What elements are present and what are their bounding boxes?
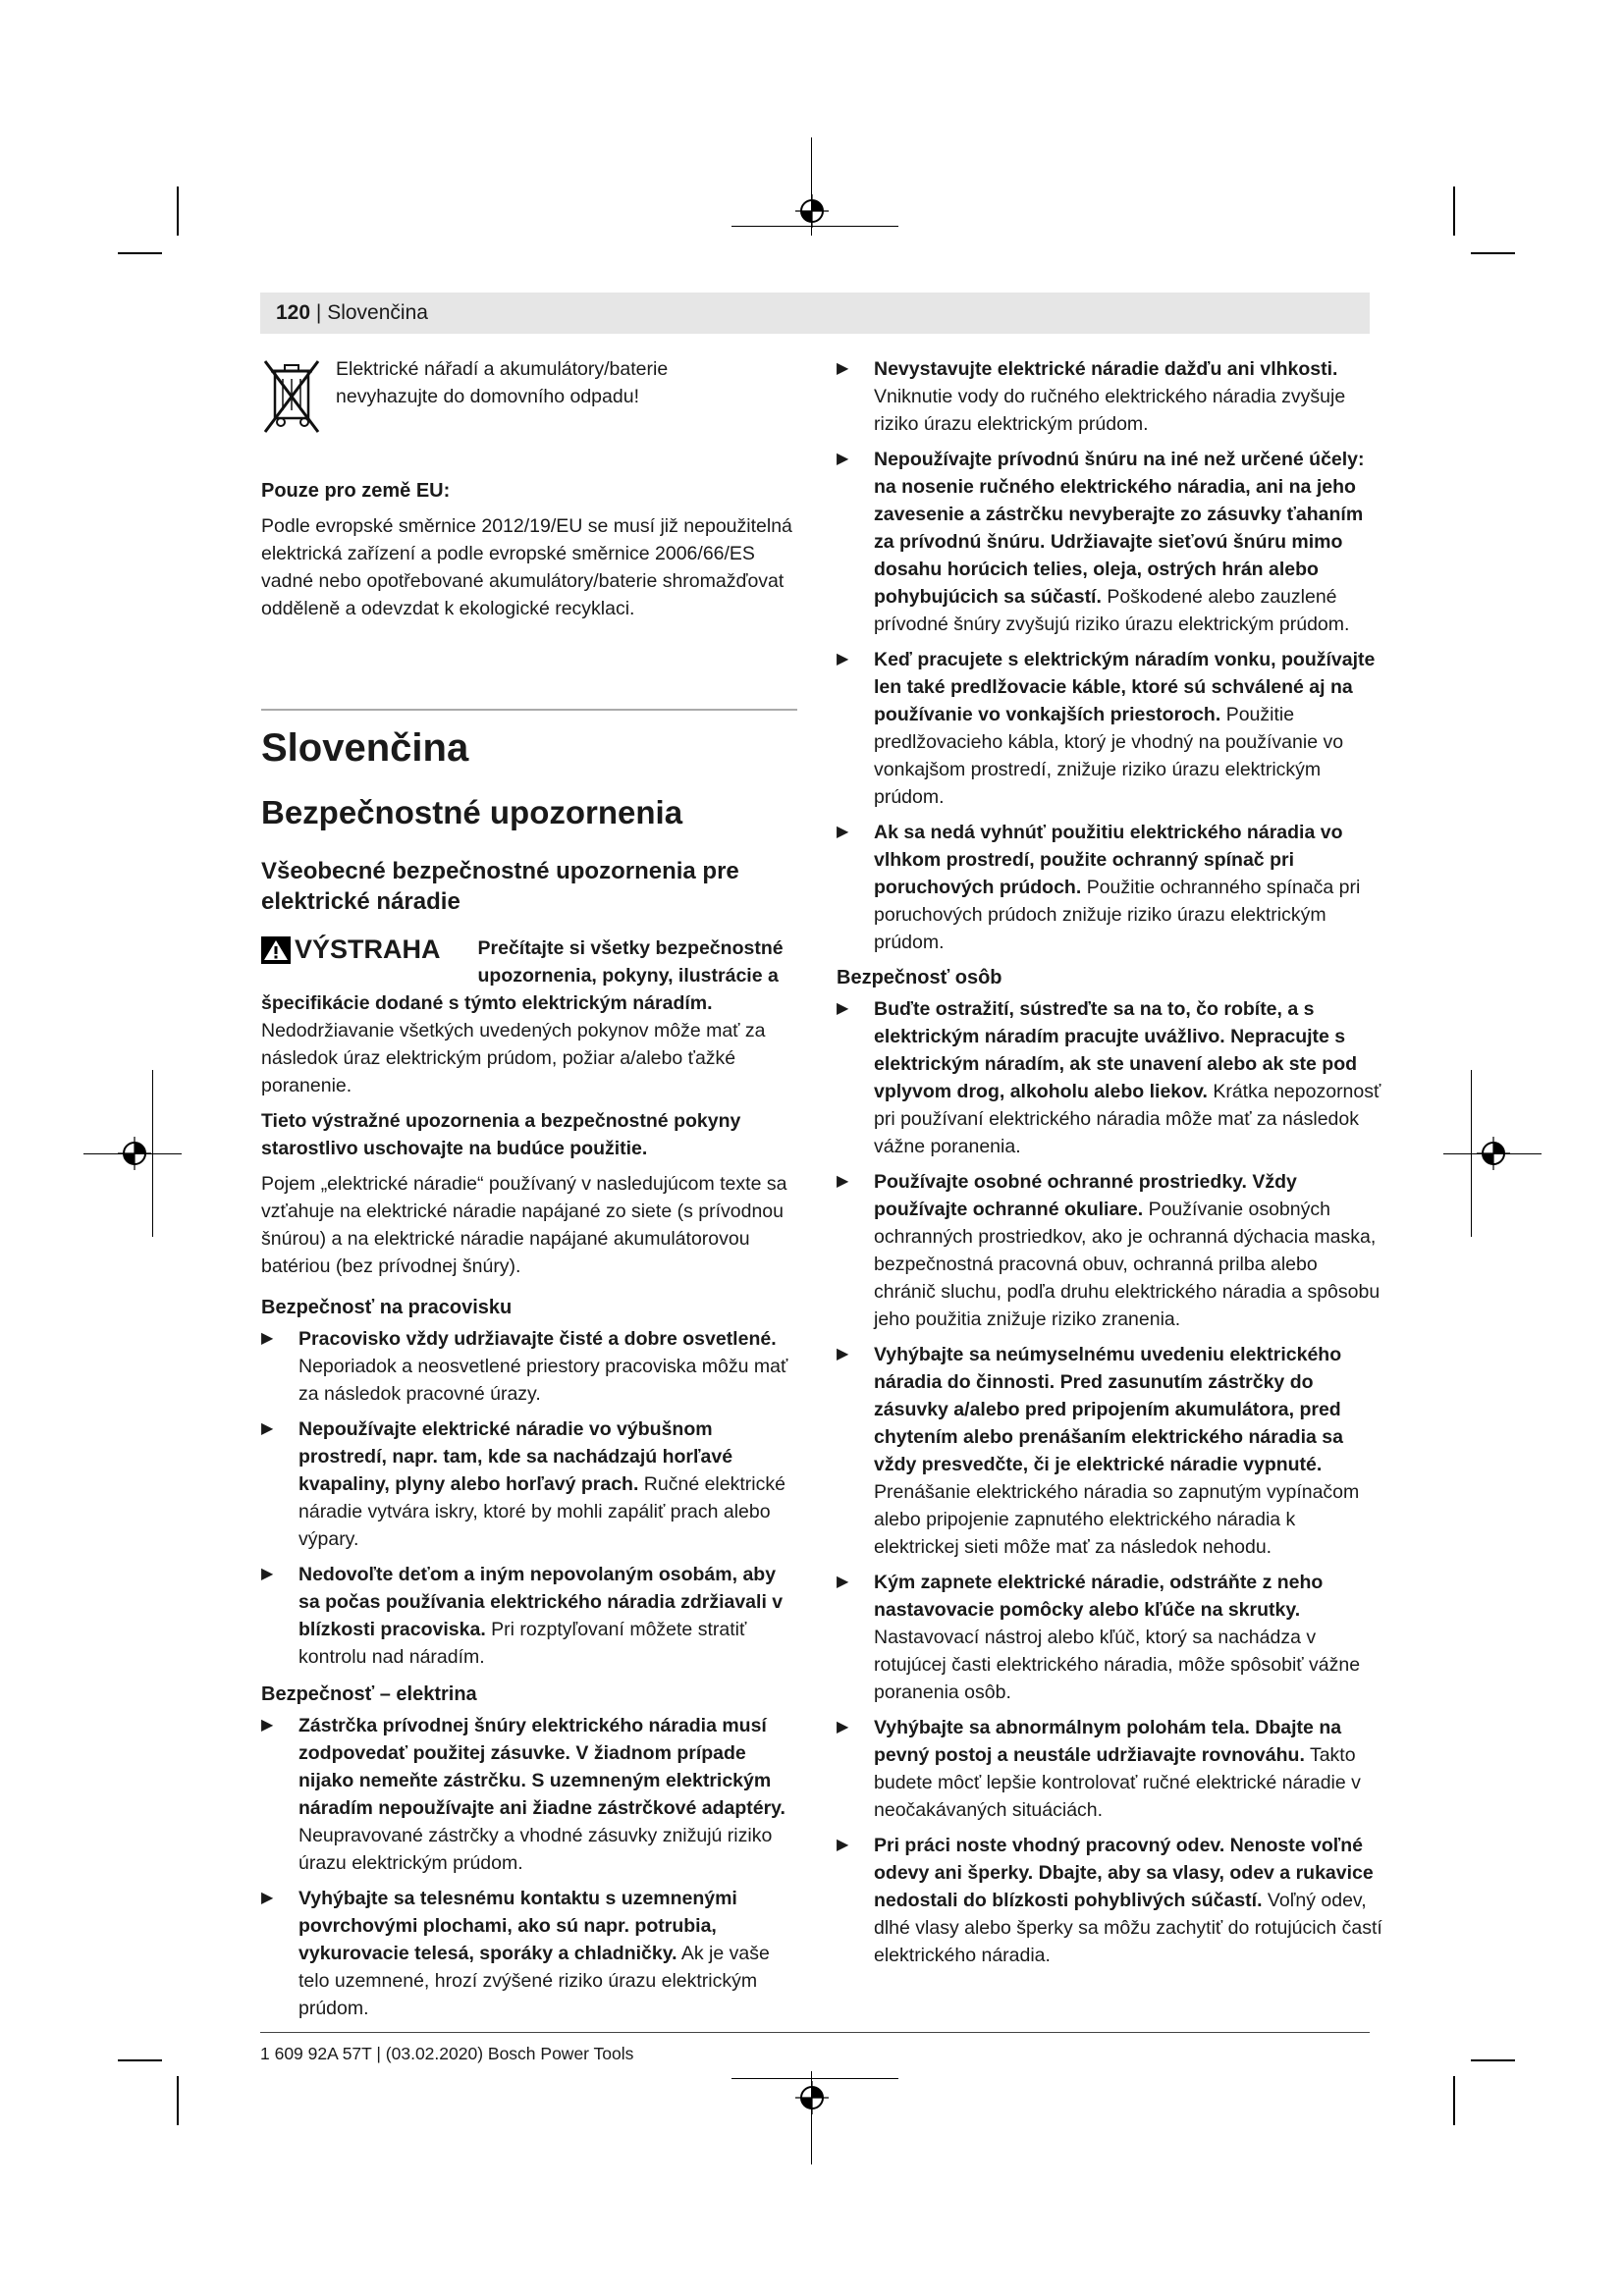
list-item: [261, 1561, 797, 1671]
crop-mark-br-h: [1471, 2059, 1515, 2061]
page-title: Slovenčina: [261, 726, 469, 770]
subsection-title: Všeobecné bezpečnostné upozornenia pre elektrické náradie: [261, 858, 739, 915]
item-text: Vniknutie vody do ručného elektrického náradia zvyšuje riziko úrazu elektrickým prúdom.: [874, 386, 1346, 435]
item-bold: Buďte ostražití, sústreďte sa na to, čo robíte, a s elektrickým náradím pracujte uvážlivo. Nepracujte s elektrickým náradím, ak ste unavení alebo ak ste pod vplyvom drog, alkoholu alebo liekov.: [874, 998, 1358, 1102]
electric-heading: Bezpečnosť – elektrina: [261, 1683, 477, 1705]
bullet-arrow-icon: ▶: [261, 1330, 274, 1347]
item-bold: Pri práci noste vhodný pracovný odev. Nenoste voľné odevy ani šperky. Dbajte, aby sa vlasy, odev a rukavice nedostali do blízkosti pohyblivých súčastí.: [874, 1835, 1374, 1911]
item-text: Nastavovací nástroj alebo kľúč, ktorý sa nachádza v rotujúcej časti elektrického náradia, môže spôsobiť vážne poranenia osôb.: [874, 1627, 1361, 1703]
reg-line-left-h: [83, 1153, 182, 1154]
footer-rule: [260, 2032, 1370, 2033]
item-bold: Nevystavujte elektrické náradie dažďu ani vlhkosti.: [874, 358, 1338, 380]
reg-line-bottom: [811, 2071, 812, 2164]
item-bold: Používajte osobné ochranné prostriedky. Vždy používajte ochranné okuliare.: [874, 1171, 1297, 1220]
warning-block: [261, 934, 797, 1099]
bullet-arrow-icon: ▶: [261, 1566, 274, 1582]
item-bold: Zástrčka prívodnej šnúry elektrického náradia musí zodpovedať použitej zásuvke. V žiadnom prípade nijako nemeňte zástrčku. S uzemneným elektrickým náradím nepoužívajte ani žiadne zástrčkové adaptéry.: [298, 1715, 785, 1819]
item-text: Použitie ochranného spínača pri poruchových prúdoch znižuje riziko úrazu elektrickým prúdom.: [874, 877, 1361, 953]
item-bold: Kým zapnete elektrické náradie, odstráňte z neho nastavovacie pomôcky alebo kľúče na skrutky.: [874, 1572, 1324, 1621]
item-text: Používanie osobných ochranných prostriedkov, ako je ochranná dýchacia maska, bezpečnostná pracovná obuv, ochranná prilba alebo chránič sluchu, podľa druhu elektrického náradia a spôsobu jeho použitia znižuje riziko zranenia.: [874, 1199, 1380, 1330]
bullet-arrow-icon: ▶: [837, 1837, 849, 1853]
item-text: Voľný odev, dlhé vlasy alebo šperky sa môžu zachytiť do rotujúcich častí elektrického náradia.: [874, 1890, 1382, 1966]
section-title: Bezpečnostné upozornenia: [261, 794, 683, 830]
electric-list-continued: [837, 355, 1382, 956]
item-text: Krátka nepozornosť pri používaní elektrického náradia môže mať za následok vážne poranenia.: [874, 1081, 1381, 1157]
item-text: Neupravované zástrčky a vhodné zásuvky znižujú riziko úrazu elektrickým prúdom.: [298, 1825, 773, 1874]
crop-mark-bl-v: [177, 2076, 179, 2125]
item-text: Pri rozptyľovaní môžete stratiť kontrolu nad náradím.: [298, 1619, 747, 1668]
crop-mark-bl-h: [118, 2059, 162, 2061]
item-text: Neporiadok a neosvetlené priestory pracoviska môžu mať za následok pracovné úrazy.: [298, 1356, 788, 1405]
list-item: [261, 1325, 797, 1408]
personal-list: [837, 995, 1382, 1969]
eu-heading: Pouze pro země EU:: [261, 480, 451, 502]
crop-mark-tr-v: [1453, 187, 1455, 236]
item-text: Použitie predlžovacieho kábla, ktorý je vhodný na používanie vo vonkajšom prostredí, znižuje riziko úrazu elektrickým prúdom.: [874, 704, 1344, 808]
list-item: [837, 995, 1382, 1160]
header-language: Slovenčina: [327, 301, 428, 324]
reg-line-bottom-h: [731, 2078, 898, 2079]
eu-text: Podle evropské směrnice 2012/19/EU se musí již nepoužitelná elektrická zařízení a podle evropské směrnice 2006/66/ES vadné nebo opotřebované akumulátory/baterie shromažďovat odděleně a odevzdat k ekologické recyklaci.: [261, 515, 792, 619]
warning-label-text: VÝSTRAHA: [295, 934, 441, 964]
item-bold: Nepoužívajte elektrické náradie vo výbušnom prostredí, napr. tam, kde sa nachádzajú horľavé kvapaliny, plyny alebo horľavý prach.: [298, 1418, 733, 1495]
item-text: Poškodené alebo zauzlené prívodné šnúry zvyšujú riziko úrazu elektrickým prúdom.: [874, 586, 1350, 635]
list-item: [837, 1341, 1382, 1561]
item-bold: Vyhýbajte sa neúmyselnému uvedeniu elektrického náradia do činnosti. Pred zasunutím zástrčky do zásuvky a/alebo pred pripojením akumulátora, pred chytením alebo prenášaním elektrického náradia sa vždy presvedčte, či je elektrické náradie vypnuté.: [874, 1344, 1343, 1475]
list-item: [837, 355, 1382, 438]
bullet-arrow-icon: ▶: [837, 360, 849, 377]
bullet-arrow-icon: ▶: [837, 1719, 849, 1735]
crop-mark-tl-v: [177, 187, 179, 236]
bullet-arrow-icon: ▶: [837, 651, 849, 667]
item-bold: Nedovoľte deťom a iným nepovolaným osobám, aby sa počas používania elektrického náradia zdržiavali v blízkosti pracoviska.: [298, 1564, 784, 1640]
item-text: Ručné elektrické náradie vytvára iskry, ktoré by mohli zapáliť prach alebo výpary.: [298, 1473, 785, 1550]
list-item: [261, 1712, 797, 1877]
bullet-arrow-icon: ▶: [837, 1346, 849, 1362]
crossed-bin-icon: [261, 357, 322, 438]
list-item: [837, 1832, 1382, 1969]
item-bold: Ak sa nedá vyhnúť použitiu elektrického náradia vo vlhkom prostredí, použite ochranný spínač pri poruchových prúdoch.: [874, 822, 1343, 898]
reg-line-top-h: [731, 226, 898, 227]
page-number: 120: [276, 301, 311, 324]
header-separator: |: [315, 301, 322, 324]
warning-label: [261, 934, 441, 965]
list-item: [837, 1569, 1382, 1706]
warning-text: Nedodržiavanie všetkých uvedených pokynov môže mať za následok úraz elektrickým prúdom, požiar a/alebo ťažké poranenie.: [261, 1020, 766, 1096]
workplace-heading: Bezpečnosť na pracovisku: [261, 1297, 513, 1318]
reg-line-right-h: [1443, 1153, 1542, 1154]
item-text: Ak je vaše telo uzemnené, hrozí zvýšené riziko úrazu elektrickým prúdom.: [298, 1943, 770, 2019]
crop-mark-br-v: [1453, 2076, 1455, 2125]
crop-mark-tl-h: [118, 252, 162, 254]
list-item: [837, 646, 1382, 811]
item-bold: Keď pracujete s elektrickým náradím vonku, používajte len také predlžovacie káble, ktoré sú schválené aj na používanie vo vonkajších priestoroch.: [874, 649, 1376, 725]
list-item: [837, 819, 1382, 956]
list-item: [261, 1885, 797, 2022]
bullet-arrow-icon: ▶: [261, 1420, 274, 1437]
item-bold: Nepoužívajte prívodnú šnúru na iné než určené účely: na nosenie ručného elektrického náradia, ani na jeho zavesenie a zástrčku nevyberajte zo zásuvky ťahaním za prívodnú šnúru. Udržiavajte sieťovú šnúru mimo dosahu horúcich telies, oleja, ostrých hrán alebo pohybujúcich sa súčastí.: [874, 449, 1365, 608]
bullet-arrow-icon: ▶: [837, 1000, 849, 1017]
item-bold: Vyhýbajte sa telesnému kontaktu s uzemnenými povrchovými plochami, ako sú napr. potrubia, vykurovacie telesá, sporáky a chladničky.: [298, 1888, 737, 1964]
list-item: [837, 446, 1382, 638]
right-column: [837, 355, 1382, 1977]
reg-line-top: [811, 137, 812, 236]
list-item: [837, 1714, 1382, 1824]
bullet-arrow-icon: ▶: [837, 824, 849, 840]
item-text: Prenášanie elektrického náradia so zapnutým vypínačom alebo pripojenie zapnutého elektrického náradia k elektrickej sieti môže mať za následok nehodu.: [874, 1481, 1360, 1558]
item-text: Takto budete môcť lepšie kontrolovať ručné elektrické náradie v neočakávaných situáciách.: [874, 1744, 1361, 1821]
item-bold: Vyhýbajte sa abnormálnym polohám tela. Dbajte na pevný postoj a neustále udržiavajte rovnováhu.: [874, 1717, 1342, 1766]
bullet-arrow-icon: ▶: [837, 1173, 849, 1190]
crop-mark-tr-h: [1471, 252, 1515, 254]
workplace-list: [261, 1325, 797, 1671]
left-column: [261, 355, 797, 2030]
bullet-arrow-icon: ▶: [261, 1717, 274, 1734]
item-bold: Pracovisko vždy udržiavajte čisté a dobre osvetlené.: [298, 1328, 777, 1350]
keep-instructions: Tieto výstražné upozornenia a bezpečnostné pokyny starostlivo uschovajte na budúce použitie.: [261, 1110, 741, 1159]
weee-text: Elektrické nářadí a akumulátory/baterie nevyhazujte do domovního odpadu!: [336, 358, 669, 407]
footer-text: 1 609 92A 57T | (03.02.2020) Bosch Power Tools: [260, 2044, 634, 2063]
list-item: [261, 1415, 797, 1553]
personal-heading: Bezpečnosť osôb: [837, 967, 1002, 988]
bullet-arrow-icon: ▶: [837, 1574, 849, 1590]
warning-triangle-icon: [261, 936, 291, 964]
page-header: [276, 300, 428, 326]
weee-notice: [261, 355, 797, 438]
electric-list: [261, 1712, 797, 2022]
warning-bold: Prečítajte si všetky bezpečnostné upozornenia, pokyny, ilustrácie a špecifikácie dodané s týmto elektrickým náradím.: [261, 937, 784, 1014]
bullet-arrow-icon: ▶: [261, 1890, 274, 1906]
list-item: [837, 1168, 1382, 1333]
term-definition: Pojem „elektrické náradie“ používaný v nasledujúcom texte sa vzťahuje na elektrické náradie napájané zo siete (s prívodnou šnúrou) a na elektrické náradie napájané akumulátorovou batériou (bez prívodnej šnúry).: [261, 1173, 787, 1277]
bullet-arrow-icon: ▶: [837, 451, 849, 467]
section-divider: [261, 709, 797, 711]
